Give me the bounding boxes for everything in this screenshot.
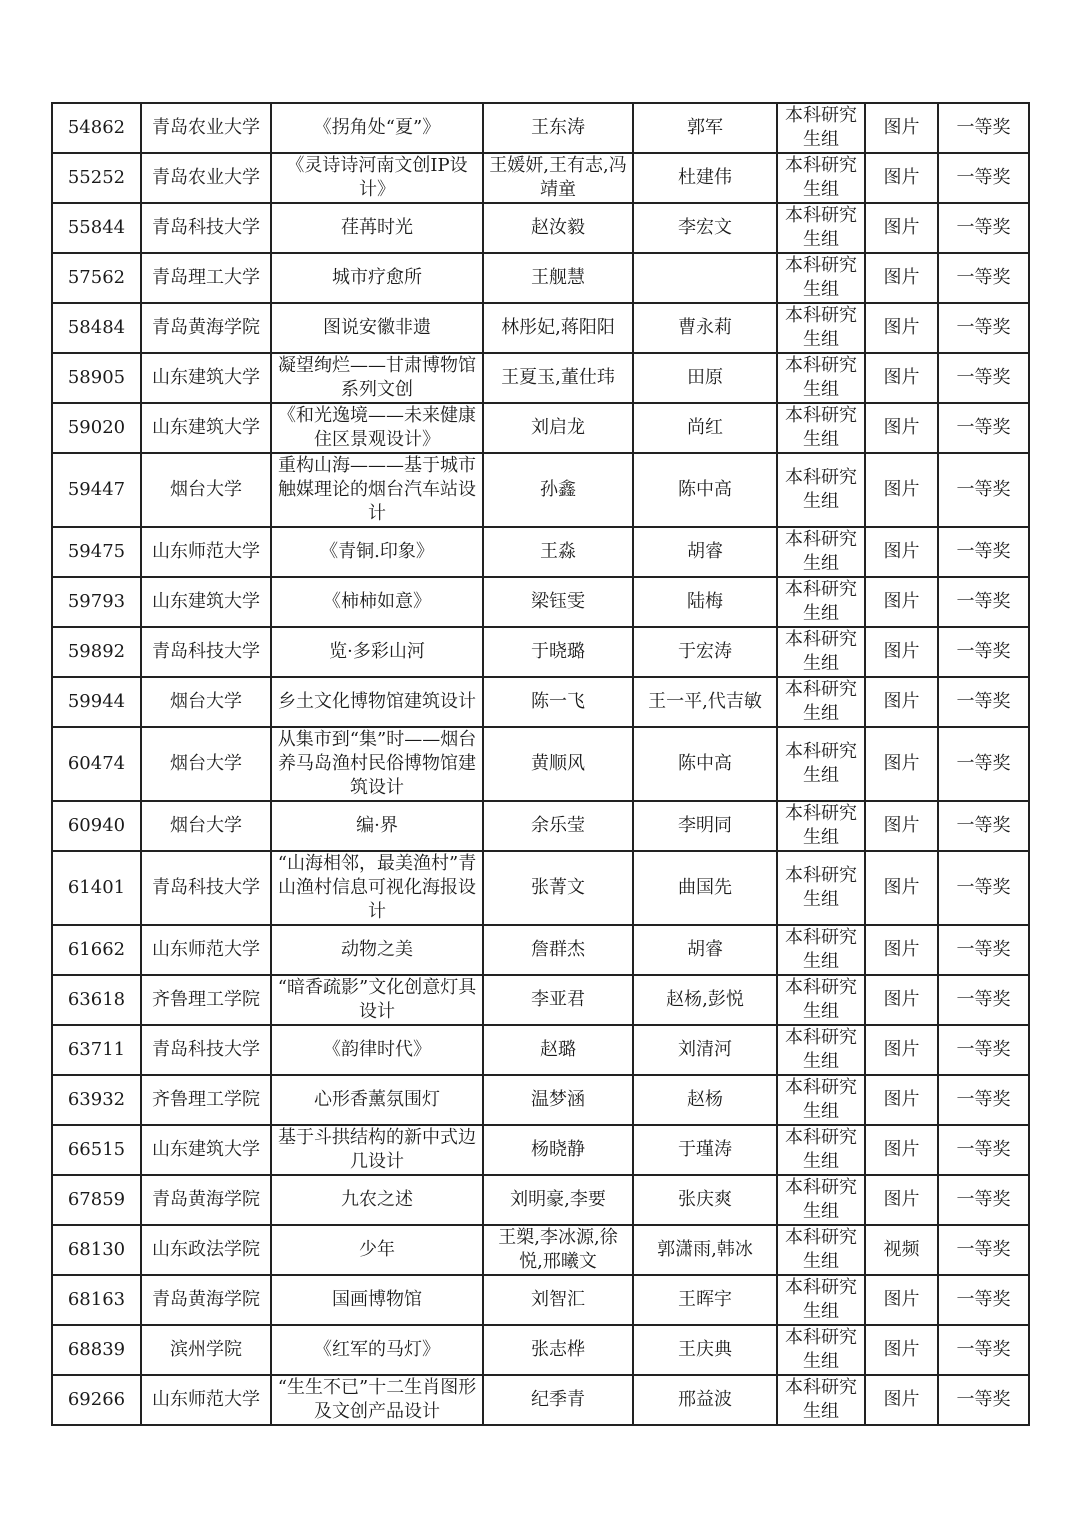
table-row (52, 1225, 1029, 1275)
entry-id-cell: 68163 (52, 1275, 141, 1325)
school-cell: 山东政法学院 (141, 1225, 271, 1275)
work-type-cell: 图片 (865, 1125, 938, 1175)
group-cell: 本科研究生组 (777, 527, 865, 577)
school-cell: 青岛科技大学 (141, 851, 271, 925)
advisor-cell: 于宏涛 (633, 627, 777, 677)
group-cell: 本科研究生组 (777, 727, 865, 801)
advisor-cell: 刘清河 (633, 1025, 777, 1075)
entry-id-cell: 58484 (52, 303, 141, 353)
advisor-cell: 王庆典 (633, 1325, 777, 1375)
work-title-cell: 荏苒时光 (271, 203, 483, 253)
entry-id-cell: 59475 (52, 527, 141, 577)
award-cell: 一等奖 (938, 203, 1029, 253)
table-row (52, 403, 1029, 453)
award-cell: 一等奖 (938, 103, 1029, 153)
award-cell: 一等奖 (938, 303, 1029, 353)
table-row (52, 925, 1029, 975)
work-type-cell: 图片 (865, 627, 938, 677)
advisor-cell: 陆梅 (633, 577, 777, 627)
school-cell: 山东建筑大学 (141, 403, 271, 453)
table-row (52, 1325, 1029, 1375)
group-cell: 本科研究生组 (777, 851, 865, 925)
work-title-cell: 动物之美 (271, 925, 483, 975)
entry-id-cell: 63932 (52, 1075, 141, 1125)
table-row (52, 677, 1029, 727)
school-cell: 山东师范大学 (141, 527, 271, 577)
entry-id-cell: 57562 (52, 253, 141, 303)
work-type-cell: 图片 (865, 353, 938, 403)
table-row (52, 727, 1029, 801)
entry-id-cell: 68130 (52, 1225, 141, 1275)
table-row (52, 453, 1029, 527)
entry-id-cell: 55844 (52, 203, 141, 253)
table-row (52, 253, 1029, 303)
school-cell: 齐鲁理工学院 (141, 975, 271, 1025)
authors-cell: 于晓璐 (483, 627, 633, 677)
entry-id-cell: 60474 (52, 727, 141, 801)
advisor-cell: 曲国先 (633, 851, 777, 925)
entry-id-cell: 59944 (52, 677, 141, 727)
school-cell: 青岛黄海学院 (141, 1175, 271, 1225)
award-cell: 一等奖 (938, 1275, 1029, 1325)
work-title-cell: 览·多彩山河 (271, 627, 483, 677)
award-cell: 一等奖 (938, 677, 1029, 727)
group-cell: 本科研究生组 (777, 403, 865, 453)
authors-cell: 王舰慧 (483, 253, 633, 303)
advisor-cell: 杜建伟 (633, 153, 777, 203)
group-cell: 本科研究生组 (777, 1025, 865, 1075)
group-cell: 本科研究生组 (777, 577, 865, 627)
work-title-cell: 重构山海———基于城市触媒理论的烟台汽车站设计 (271, 453, 483, 527)
award-cell: 一等奖 (938, 851, 1029, 925)
award-cell: 一等奖 (938, 253, 1029, 303)
award-cell: 一等奖 (938, 1175, 1029, 1225)
advisor-cell: 张庆爽 (633, 1175, 777, 1225)
work-type-cell: 图片 (865, 253, 938, 303)
school-cell: 烟台大学 (141, 677, 271, 727)
authors-cell: 王东涛 (483, 103, 633, 153)
group-cell: 本科研究生组 (777, 1225, 865, 1275)
work-type-cell: 图片 (865, 577, 938, 627)
award-cell: 一等奖 (938, 975, 1029, 1025)
authors-cell: 詹群杰 (483, 925, 633, 975)
work-type-cell: 图片 (865, 527, 938, 577)
advisor-cell: 尚红 (633, 403, 777, 453)
award-table (51, 102, 1030, 1426)
advisor-cell: 李明同 (633, 801, 777, 851)
authors-cell: 刘启龙 (483, 403, 633, 453)
work-type-cell: 图片 (865, 1275, 938, 1325)
table-row (52, 1375, 1029, 1425)
advisor-cell: 田原 (633, 353, 777, 403)
work-title-cell: 心形香薰氛围灯 (271, 1075, 483, 1125)
school-cell: 青岛农业大学 (141, 103, 271, 153)
group-cell: 本科研究生组 (777, 1325, 865, 1375)
work-type-cell: 图片 (865, 801, 938, 851)
work-title-cell: 《灵诗诗河南文创IP设计》 (271, 153, 483, 203)
table-row (52, 975, 1029, 1025)
table-row (52, 627, 1029, 677)
award-cell: 一等奖 (938, 577, 1029, 627)
work-type-cell: 图片 (865, 303, 938, 353)
entry-id-cell: 61401 (52, 851, 141, 925)
work-title-cell: 乡土文化博物馆建筑设计 (271, 677, 483, 727)
authors-cell: 梁钰雯 (483, 577, 633, 627)
group-cell: 本科研究生组 (777, 453, 865, 527)
work-title-cell: 城市疗愈所 (271, 253, 483, 303)
work-type-cell: 图片 (865, 677, 938, 727)
group-cell: 本科研究生组 (777, 1175, 865, 1225)
work-type-cell: 图片 (865, 453, 938, 527)
table-row (52, 1275, 1029, 1325)
authors-cell: 孙鑫 (483, 453, 633, 527)
work-title-cell: 《柿柿如意》 (271, 577, 483, 627)
authors-cell: 余乐莹 (483, 801, 633, 851)
school-cell: 青岛黄海学院 (141, 1275, 271, 1325)
school-cell: 青岛理工大学 (141, 253, 271, 303)
work-type-cell: 图片 (865, 153, 938, 203)
school-cell: 山东建筑大学 (141, 577, 271, 627)
advisor-cell: 于瑾涛 (633, 1125, 777, 1175)
group-cell: 本科研究生组 (777, 353, 865, 403)
table-row (52, 353, 1029, 403)
table-row (52, 1125, 1029, 1175)
group-cell: 本科研究生组 (777, 925, 865, 975)
entry-id-cell: 55252 (52, 153, 141, 203)
award-cell: 一等奖 (938, 727, 1029, 801)
authors-cell: 张菁文 (483, 851, 633, 925)
award-cell: 一等奖 (938, 153, 1029, 203)
entry-id-cell: 59892 (52, 627, 141, 677)
advisor-cell: 郭军 (633, 103, 777, 153)
advisor-cell: 曹永莉 (633, 303, 777, 353)
work-title-cell: 从集市到“集”时——烟台养马岛渔村民俗博物馆建筑设计 (271, 727, 483, 801)
authors-cell: 陈一飞 (483, 677, 633, 727)
authors-cell: 黄顺风 (483, 727, 633, 801)
work-type-cell: 图片 (865, 975, 938, 1025)
school-cell: 滨州学院 (141, 1325, 271, 1375)
group-cell: 本科研究生组 (777, 801, 865, 851)
authors-cell: 王槊,李冰源,徐悦,邢曦文 (483, 1225, 633, 1275)
school-cell: 齐鲁理工学院 (141, 1075, 271, 1125)
work-title-cell: 基于斗拱结构的新中式边几设计 (271, 1125, 483, 1175)
advisor-cell: 胡睿 (633, 925, 777, 975)
work-title-cell: 《青铜.印象》 (271, 527, 483, 577)
award-cell: 一等奖 (938, 925, 1029, 975)
work-title-cell: 《红军的马灯》 (271, 1325, 483, 1375)
advisor-cell: 陈中高 (633, 453, 777, 527)
work-title-cell: “生生不已”十二生肖图形及文创产品设计 (271, 1375, 483, 1425)
entry-id-cell: 59793 (52, 577, 141, 627)
entry-id-cell: 66515 (52, 1125, 141, 1175)
group-cell: 本科研究生组 (777, 1075, 865, 1125)
work-type-cell: 视频 (865, 1225, 938, 1275)
advisor-cell: 赵杨,彭悦 (633, 975, 777, 1025)
award-cell: 一等奖 (938, 627, 1029, 677)
table-row (52, 103, 1029, 153)
table-row (52, 1025, 1029, 1075)
award-list-page (51, 102, 1028, 1426)
entry-id-cell: 59020 (52, 403, 141, 453)
school-cell: 山东师范大学 (141, 1375, 271, 1425)
work-title-cell: 图说安徽非遗 (271, 303, 483, 353)
authors-cell: 温梦涵 (483, 1075, 633, 1125)
table-row (52, 1075, 1029, 1125)
advisor-cell: 胡睿 (633, 527, 777, 577)
award-cell: 一等奖 (938, 453, 1029, 527)
advisor-cell: 赵杨 (633, 1075, 777, 1125)
authors-cell: 李亚君 (483, 975, 633, 1025)
table-row (52, 801, 1029, 851)
award-cell: 一等奖 (938, 527, 1029, 577)
entry-id-cell: 59447 (52, 453, 141, 527)
work-title-cell: “山海相邻，最美渔村”青山渔村信息可视化海报设计 (271, 851, 483, 925)
group-cell: 本科研究生组 (777, 1275, 865, 1325)
work-title-cell: 国画博物馆 (271, 1275, 483, 1325)
advisor-cell: 王晖宇 (633, 1275, 777, 1325)
entry-id-cell: 54862 (52, 103, 141, 153)
table-row (52, 203, 1029, 253)
school-cell: 青岛科技大学 (141, 1025, 271, 1075)
entry-id-cell: 63711 (52, 1025, 141, 1075)
work-title-cell: 编·界 (271, 801, 483, 851)
group-cell: 本科研究生组 (777, 203, 865, 253)
award-table-body (52, 103, 1029, 1425)
school-cell: 山东师范大学 (141, 925, 271, 975)
entry-id-cell: 68839 (52, 1325, 141, 1375)
award-cell: 一等奖 (938, 1125, 1029, 1175)
school-cell: 烟台大学 (141, 727, 271, 801)
work-title-cell: 凝望绚烂——甘肃博物馆系列文创 (271, 353, 483, 403)
work-type-cell: 图片 (865, 1375, 938, 1425)
entry-id-cell: 61662 (52, 925, 141, 975)
work-type-cell: 图片 (865, 925, 938, 975)
work-type-cell: 图片 (865, 851, 938, 925)
authors-cell: 刘智汇 (483, 1275, 633, 1325)
table-row (52, 577, 1029, 627)
advisor-cell: 邢益波 (633, 1375, 777, 1425)
school-cell: 青岛科技大学 (141, 627, 271, 677)
advisor-cell: 陈中高 (633, 727, 777, 801)
authors-cell: 王淼 (483, 527, 633, 577)
school-cell: 青岛黄海学院 (141, 303, 271, 353)
work-type-cell: 图片 (865, 203, 938, 253)
entry-id-cell: 58905 (52, 353, 141, 403)
table-row (52, 527, 1029, 577)
authors-cell: 刘明豪,李要 (483, 1175, 633, 1225)
award-cell: 一等奖 (938, 1325, 1029, 1375)
authors-cell: 林彤妃,蒋阳阳 (483, 303, 633, 353)
table-row (52, 1175, 1029, 1225)
authors-cell: 杨晓静 (483, 1125, 633, 1175)
award-cell: 一等奖 (938, 1375, 1029, 1425)
award-cell: 一等奖 (938, 353, 1029, 403)
work-type-cell: 图片 (865, 1175, 938, 1225)
advisor-cell: 王一平,代吉敏 (633, 677, 777, 727)
work-title-cell: 《拐角处“夏”》 (271, 103, 483, 153)
group-cell: 本科研究生组 (777, 627, 865, 677)
work-type-cell: 图片 (865, 403, 938, 453)
advisor-cell: 郭潇雨,韩冰 (633, 1225, 777, 1275)
entry-id-cell: 60940 (52, 801, 141, 851)
work-type-cell: 图片 (865, 1325, 938, 1375)
advisor-cell: 李宏文 (633, 203, 777, 253)
school-cell: 青岛科技大学 (141, 203, 271, 253)
school-cell: 山东建筑大学 (141, 1125, 271, 1175)
group-cell: 本科研究生组 (777, 1375, 865, 1425)
authors-cell: 王媛妍,王有志,冯靖童 (483, 153, 633, 203)
work-title-cell: 《和光逸境——未来健康住区景观设计》 (271, 403, 483, 453)
award-cell: 一等奖 (938, 1225, 1029, 1275)
group-cell: 本科研究生组 (777, 975, 865, 1025)
work-title-cell: 《韵律时代》 (271, 1025, 483, 1075)
school-cell: 烟台大学 (141, 453, 271, 527)
work-type-cell: 图片 (865, 1025, 938, 1075)
school-cell: 烟台大学 (141, 801, 271, 851)
work-type-cell: 图片 (865, 727, 938, 801)
work-title-cell: 九农之述 (271, 1175, 483, 1225)
work-type-cell: 图片 (865, 103, 938, 153)
authors-cell: 纪季青 (483, 1375, 633, 1425)
group-cell: 本科研究生组 (777, 677, 865, 727)
entry-id-cell: 67859 (52, 1175, 141, 1225)
award-cell: 一等奖 (938, 403, 1029, 453)
authors-cell: 张志桦 (483, 1325, 633, 1375)
table-row (52, 303, 1029, 353)
group-cell: 本科研究生组 (777, 1125, 865, 1175)
work-title-cell: 少年 (271, 1225, 483, 1275)
group-cell: 本科研究生组 (777, 103, 865, 153)
work-type-cell: 图片 (865, 1075, 938, 1125)
award-cell: 一等奖 (938, 801, 1029, 851)
table-row (52, 851, 1029, 925)
group-cell: 本科研究生组 (777, 153, 865, 203)
entry-id-cell: 69266 (52, 1375, 141, 1425)
entry-id-cell: 63618 (52, 975, 141, 1025)
authors-cell: 赵汝毅 (483, 203, 633, 253)
authors-cell: 赵璐 (483, 1025, 633, 1075)
award-cell: 一等奖 (938, 1025, 1029, 1075)
table-row (52, 153, 1029, 203)
award-cell: 一等奖 (938, 1075, 1029, 1125)
school-cell: 山东建筑大学 (141, 353, 271, 403)
advisor-cell (633, 253, 777, 303)
authors-cell: 王夏玉,董仕玮 (483, 353, 633, 403)
group-cell: 本科研究生组 (777, 303, 865, 353)
work-title-cell: “暗香疏影”文化创意灯具设计 (271, 975, 483, 1025)
group-cell: 本科研究生组 (777, 253, 865, 303)
school-cell: 青岛农业大学 (141, 153, 271, 203)
